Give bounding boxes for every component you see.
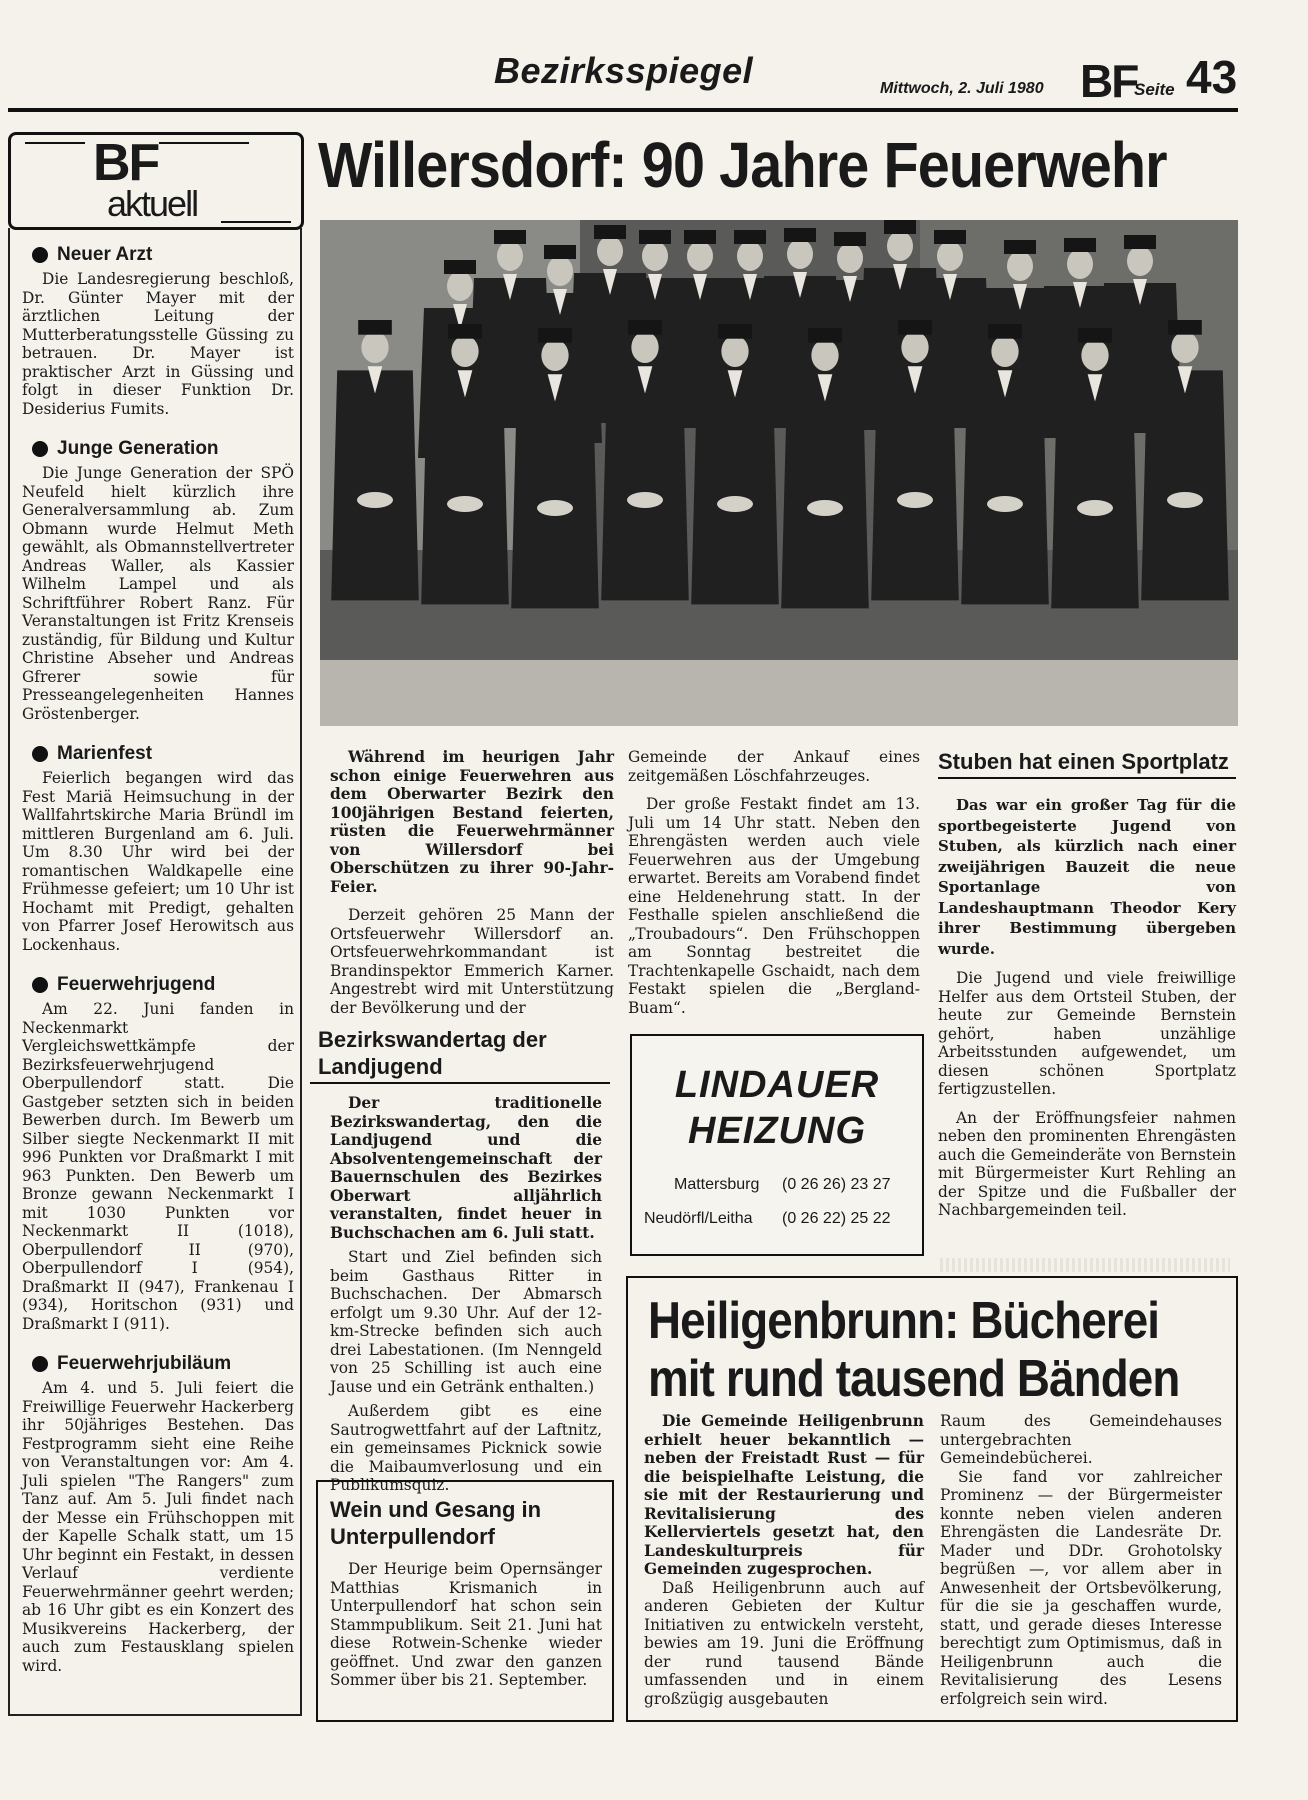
news-item-title: Feuerwehrjugend bbox=[57, 974, 216, 995]
bf-logo: BF bbox=[1080, 55, 1138, 107]
news-item bbox=[22, 743, 294, 954]
ad-phone-1: (0 26 26) 23 27 bbox=[782, 1176, 891, 1193]
news-item-text: Feierlich begangen wird das Fest Mariä Heimsuchung in der Wallfahrtskirche Maria Bründl im mittleren Burgenland am 6. Juli. Um 8.30 Uhr wird bei der romantischen Waldkapelle eine Frühmesse gefeiert; um 10 Uhr ist Hochamt mit Predigt, gehalten von Pfarrer Josef Herowitsch aus Lockenhaus. bbox=[22, 769, 294, 954]
bleed-through bbox=[940, 1258, 1230, 1272]
wein-article-box bbox=[316, 1480, 614, 1722]
issue-date: Mittwoch, 2. Juli 1980 bbox=[880, 80, 1044, 97]
ad-phone-2: (0 26 22) 25 22 bbox=[782, 1210, 891, 1227]
bf-aktuell-box bbox=[8, 132, 304, 230]
bullet-icon bbox=[32, 746, 48, 762]
heiligenbrunn-headline bbox=[648, 1292, 1179, 1408]
ad-location-1: Mattersburg bbox=[674, 1176, 760, 1193]
stuben-title: Stuben hat einen Sportplatz bbox=[938, 749, 1229, 774]
decor-rule bbox=[159, 142, 249, 144]
aktuell-column bbox=[8, 228, 302, 1716]
news-item bbox=[22, 1353, 294, 1675]
heizung-advertisement bbox=[630, 1034, 924, 1256]
wein-title: Wein und Gesang in Unterpullendorf bbox=[330, 1497, 542, 1549]
heiligenbrunn-paragraph: Daß Heiligenbrunn auch auf anderen Gebieten der Kultur Initiativen zu entwickeln versteht, bewies am 19. Juni die Eröffnung der rund tausend Bände umfassenden und in einem großzügig ausgebauten bbox=[644, 1578, 924, 1708]
heiligenbrunn-paragraph: Sie fand vor zahlreicher Prominenz — der Bürgermeister konnte neben vielen anderen Ehrengästen die Landesräte Dr. Mader und DDr. Grohotolsky begrüßen —, vor allem aber in Anwesenheit der Ortsbevölkerung, für die sie ja geschaffen wurde, statt, und gerade dieses Interesse berechtigt zum Optimismus, daß in Heiligenbrunn auch die Revitalisierung des Lesens erfolgreich sein wird. bbox=[940, 1467, 1222, 1708]
decor-rule bbox=[221, 221, 291, 223]
news-item-title: Feuerwehrjubiläum bbox=[57, 1353, 232, 1374]
stuben-article bbox=[938, 748, 1236, 1230]
article-column-1 bbox=[330, 748, 614, 1027]
title-rule bbox=[938, 777, 1236, 779]
wandertag-paragraph: Start und Ziel befinden sich beim Gasthaus Ritter in Buchschachen. Der Abmarsch erfolgt um 9.30 Uhr. Auf der 12-km-Strecke befinden sich auch drei Labestationen. (Im Nenngeld von 25 Schilling ist auch eine Jause und ein Getränk enthalten.) bbox=[330, 1248, 602, 1396]
headline-line: Heiligenbrunn: Bücherei bbox=[648, 1292, 1160, 1350]
stuben-paragraph: An der Eröffnungsfeier nahmen neben den prominenten Ehrengästen auch die Gemeinderäte von Bernstein mit Bürgermeister Kurt Rehling an der Spitze und die Fußballer der Nachbargemeinden teil. bbox=[938, 1108, 1236, 1219]
masthead-rule bbox=[8, 108, 1238, 112]
stuben-lead: Das war ein großer Tag für die sportbegeisterte Jugend von Stuben, als kürzlich nach einer zweijährigen Bauzeit die neue Sportanlage von Landeshauptmann Theodor Kery ihrer Bestimmung übergeben wurde. bbox=[938, 796, 1236, 958]
news-item bbox=[22, 244, 294, 418]
headline-line: mit rund tausend Bänden bbox=[648, 1350, 1180, 1408]
article-paragraph: Gemeinde der Ankauf eines zeitgemäßen Löschfahrzeuges. bbox=[628, 748, 920, 785]
section-title: Bezirksspiegel bbox=[494, 50, 754, 91]
news-item-text: Die Junge Generation der SPÖ Neufeld hielt kürzlich ihre Generalversammlung ab. Zum Obmann wurde Helmut Meth gewählt, als Obmannstellvertreter Andreas Waller, als Kassier Wilhelm Lampel und als Schriftführer Robert Ranz. Für Veranstaltungen ist Fritz Krenseis zuständig, für Bildung und Kultur Christine Abseher und Andreas Gfrerer sowie für Presseangelegenheiten Hannes Gröstenberger. bbox=[22, 464, 294, 723]
heiligenbrunn-paragraph: Raum des Gemeindehauses untergebrachten Gemeindebücherei. bbox=[940, 1412, 1222, 1467]
stuben-paragraph: Die Jugend und viele freiwillige Helfer aus dem Ortsteil Stuben, der heute zur Gemeinde Bernstein gehört, haben unzählige Arbeitsstunden aufgewendet, um diesen schönen Sportplatz fertigzustellen. bbox=[938, 969, 1236, 1098]
news-item-title: Neuer Arzt bbox=[57, 244, 153, 265]
bullet-icon bbox=[32, 247, 48, 263]
wandertag-lead: Der traditionelle Bezirkswandertag, den die Landjugend und die Absolventengemeinschaft der Bauernschulen des Bezirkes Oberwart alljährlich veranstalten, findet heuer in Buchschachen am 6. Juli statt. bbox=[330, 1094, 602, 1242]
news-item-title: Junge Generation bbox=[57, 438, 219, 459]
page-label: Seite bbox=[1134, 80, 1175, 99]
main-headline: Willersdorf: 90 Jahre Feuerwehr bbox=[318, 129, 1167, 201]
news-item-title: Marienfest bbox=[57, 743, 153, 764]
bf-aktuell-bottom: aktuell bbox=[107, 183, 198, 224]
news-item-text: Am 22. Juni fanden in Neckenmarkt Vergleichswettkämpfe der Bezirksfeuerwehrjugend Oberpullendorf statt. Die Gastgeber setzten sich in beiden Bewerben durch. Im Bewerb um Silber siegte Neckenmarkt II mit 996 Punkten vor Draßmarkt I mit 963 Punkten. Den Bewerb um Bronze gewann Neckenmarkt I mit 1030 Punkten vor Neckenmarkt II (1018), Oberpullendorf II (970), Oberpullendorf I (954), Draßmarkt II (947), Frankenau I (934), Horitschon (931) und Draßmarkt I (911). bbox=[22, 1000, 294, 1333]
group-photo-illustration bbox=[320, 220, 1238, 726]
wandertag-paragraph: Außerdem gibt es eine Sautrogwettfahrt auf der Laftnitz, ein gemeinsames Picknick sowie die Maibaumverlosung und ein Publikumsquiz. bbox=[330, 1402, 602, 1494]
wandertag-title: Bezirkswandertag der Landjugend bbox=[318, 1027, 547, 1079]
page-number: 43 bbox=[1186, 51, 1238, 103]
masthead bbox=[0, 0, 1308, 112]
ad-brand-line2: HEIZUNG bbox=[688, 1110, 866, 1152]
heiligenbrunn-article-box bbox=[626, 1276, 1238, 1722]
news-item bbox=[22, 974, 294, 1333]
group-photo bbox=[320, 220, 1238, 726]
article-paragraph: Der große Festakt findet am 13. Juli um 14 Uhr statt. Neben den Ehrengästen werden auch viele Feuerwehren aus der Umgebung erwartet. Bereits am Vorabend findet eine Heldenehrung statt. In der Festhalle spielen anschließend die „Troubadours“. Den Frühschoppen am Sonntag bestreitet die Trachtenkapelle Gschaidt, nach dem Festakt spielen die „Bergland-Buam“. bbox=[628, 795, 920, 1017]
decor-rule bbox=[25, 142, 85, 144]
article-lead: Während im heurigen Jahr schon einige Feuerwehren aus dem Oberwarter Bezirk den 100jährigen Bestand feierten, rüsten die Feuerwehrmänner von Willersdorf bei Oberschützen zu ihrer 90-Jahr-Feier. bbox=[330, 748, 614, 896]
wandertag-article bbox=[310, 1026, 610, 1501]
heiligenbrunn-column-1 bbox=[644, 1412, 924, 1708]
article-column-2 bbox=[628, 748, 920, 1027]
bullet-icon bbox=[32, 1356, 48, 1372]
ad-brand-line1: LINDAUER bbox=[674, 1064, 880, 1106]
wein-paragraph: Der Heurige beim Opernsänger Matthias Krismanich in Unterpullendorf hat schon sein Stammpublikum. Seit 21. Juni hat diese Rotwein-Schenke wieder geöffnet. Und zwar den ganzen Sommer über bis 21. September. bbox=[330, 1560, 602, 1689]
news-item bbox=[22, 438, 294, 723]
article-paragraph: Derzeit gehören 25 Mann der Ortsfeuerwehr Willersdorf an. Ortsfeuerwehrkommandant ist Brandinspektor Emmerich Karner. Angestrebt wird mit Unterstützung der Bevölkerung und der bbox=[330, 906, 614, 1017]
heiligenbrunn-lead: Die Gemeinde Heiligenbrunn erhielt heuer bekanntlich — neben der Freistadt Rust — für die beispielhafte Leistung, die sie mit der Restaurierung und Revitalisierung des Kellerviertels gesetzt hat, den Landeskulturpreis für Gemeinden zugesprochen. bbox=[644, 1412, 924, 1578]
bf-aktuell-top: BF bbox=[93, 134, 159, 192]
ad-location-2: Neudörfl/Leitha bbox=[644, 1210, 753, 1227]
heiligenbrunn-column-2 bbox=[940, 1412, 1222, 1708]
title-rule bbox=[310, 1082, 610, 1084]
bullet-icon bbox=[32, 977, 48, 993]
bullet-icon bbox=[32, 441, 48, 457]
news-item-text: Die Landesregierung beschloß, Dr. Günter Mayer mit der ärztlichen Leitung der Mutterberatungsstelle Güssing zu betrauen. Dr. Mayer ist praktischer Arzt in Güssing und folgt in dieser Funktion Dr. Desiderius Fumits. bbox=[22, 270, 294, 418]
news-item-text: Am 4. und 5. Juli feiert die Freiwillige Feuerwehr Hackerberg ihr 50jähriges Bestehen. Das Festprogramm sieht eine Reihe von Veranstaltungen vor: Am 4. Juli spielen "The Rangers" zum Tanz auf. Am 5. Juli findet nach der Messe ein Frühschoppen mit der Kapelle Schalk statt, um 15 Uhr beginnt ein Festakt, in dessen Verlauf verdiente Feuerwehrmänner geehrt werden; ab 16 Uhr gibt es ein Konzert des Musikvereins Hackerberg, der auch zum Festausklang spielen wird. bbox=[22, 1379, 294, 1675]
